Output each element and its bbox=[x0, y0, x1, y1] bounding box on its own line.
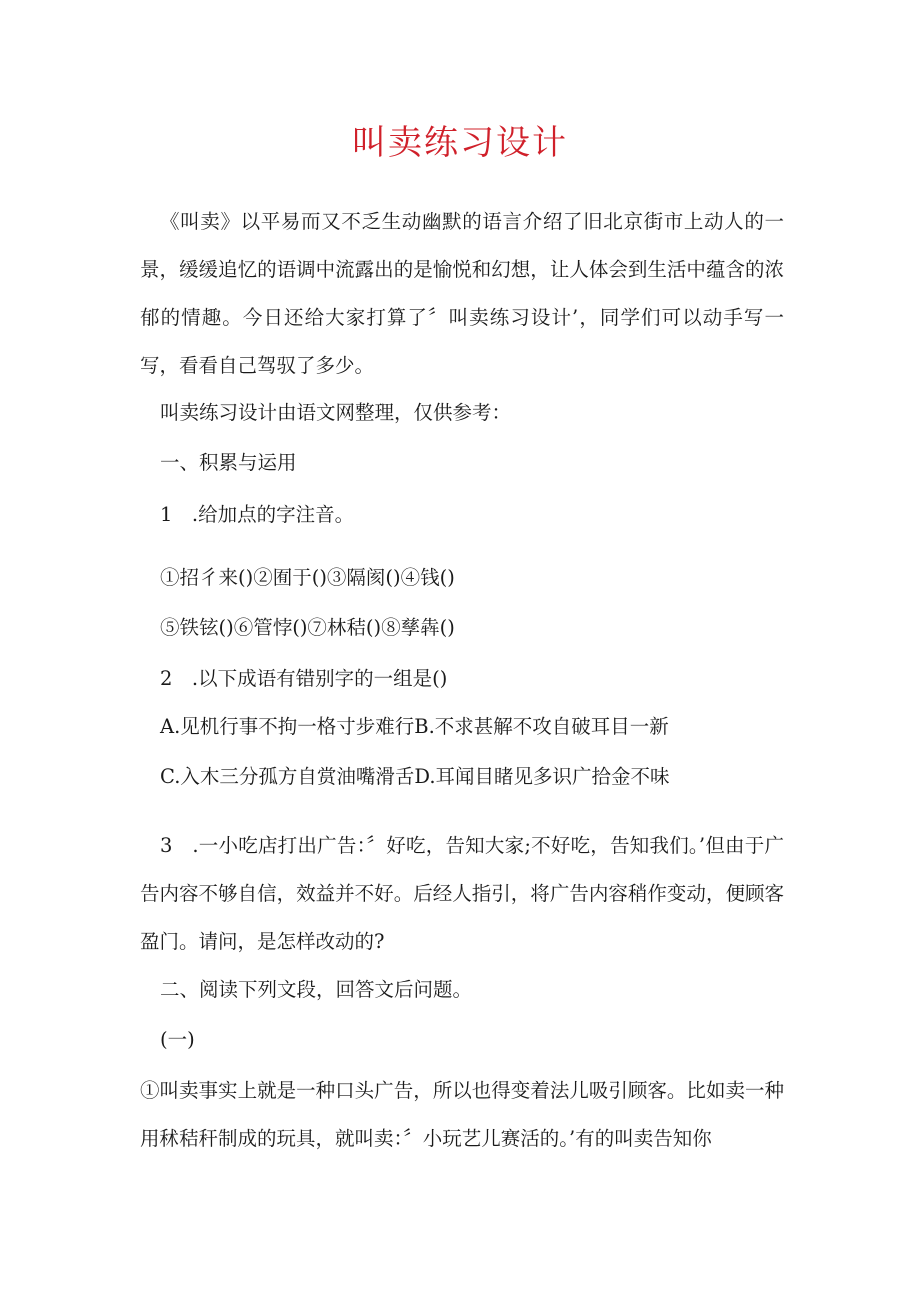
question-1-items-a: ①招彳来()②囿于()③隔阂()④钱() bbox=[160, 566, 455, 589]
reading-passage-1: ①叫卖事实上就是一种口头广告，所以也得变着法儿吸引顾客。比如卖一种用秫秸秆制成的玩具，就叫卖：〞小玩艺儿赛活的。’有的叫卖告知你 bbox=[140, 1079, 784, 1150]
source-note: 叫卖练习设计由语文网整理，仅供参考： bbox=[160, 401, 512, 424]
question-1: 1 .给加点的字注音。 bbox=[160, 503, 355, 526]
section-heading-2: 二、阅读下列文段，回答文后问题。 bbox=[160, 978, 473, 1001]
subsection-label: (一) bbox=[160, 1028, 195, 1051]
section-heading-1: 一、积累与运用 bbox=[160, 451, 297, 474]
question-2-options-cd: C.入木三分孤方自赏油嘴滑舌D.耳闻目睹见多识广拾金不味 bbox=[160, 765, 670, 788]
question-1-items-b: ⑤铁铉()⑥管悖()⑦林秸()⑧孳犇() bbox=[160, 616, 455, 639]
question-3: 3 .一小吃店打出广告：〞好吃，告知大家;不好吃，告知我们。’但由于广告内容不够自信，效益并不好。后经人指引，将广告内容稍作变动，便顾客盈门。请问，是怎样改动的? bbox=[140, 834, 784, 953]
question-2: 2 .以下成语有错别字的一组是() bbox=[160, 667, 448, 690]
question-2-options-ab: A.见机行事不拘一格寸步难行B.不求甚解不攻自破耳目一新 bbox=[160, 715, 669, 738]
intro-paragraph: 《叫卖》以平易而又不乏生动幽默的语言介绍了旧北京街市上动人的一景，缓缓追忆的语调中流露出的是愉悦和幻想，让人体会到生活中蕴含的浓郁的情趣。今日还给大家打算了〞叫卖练习设计’，同学们可以动手写一写，看看自己驾驭了多少。 bbox=[140, 210, 784, 377]
document-title: 叫卖练习设计 bbox=[352, 123, 568, 163]
